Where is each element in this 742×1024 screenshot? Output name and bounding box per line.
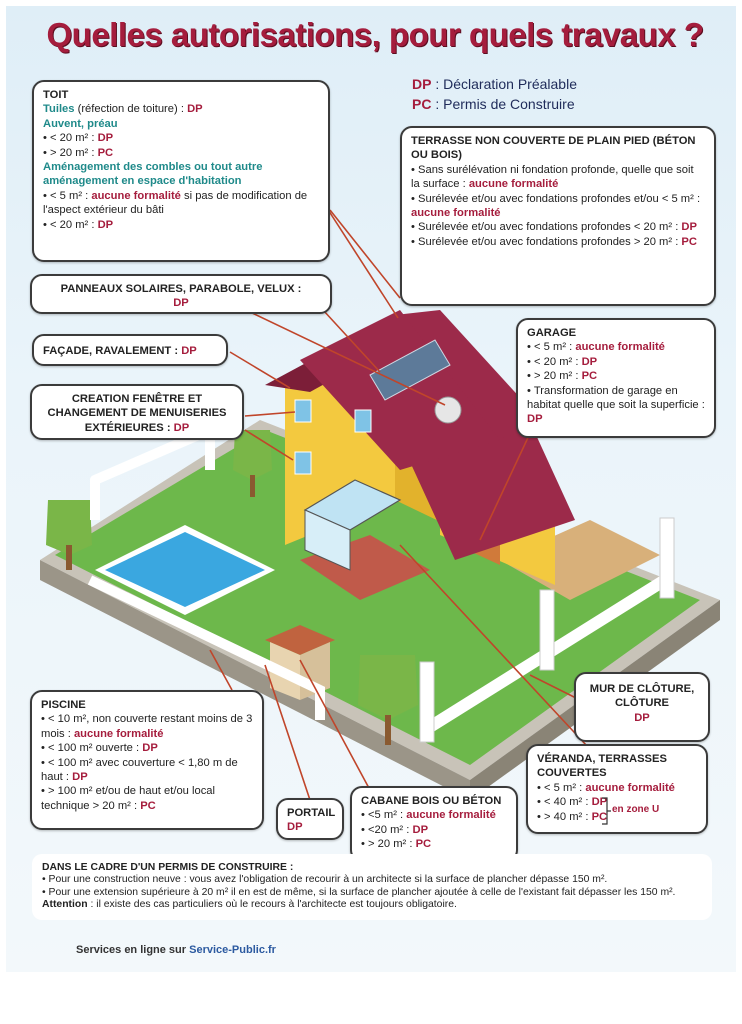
toit-box [32, 80, 330, 262]
terrasse-line-2-a: • Surélevée et/ou avec fondations profondes et/ou < 5 m² : [411, 192, 701, 205]
piscine-title: PISCINE [41, 699, 86, 711]
veranda-line-1-b: aucune formalité [585, 781, 675, 794]
panneaux-box [30, 274, 332, 314]
piscine-line-1-a: • < 10 m², non couverte restant moins de 3 mois : [41, 713, 253, 740]
mur-box [574, 672, 710, 742]
toit-line-4 [43, 146, 319, 160]
cabane-line-3-a: • > 20 m² : [361, 838, 416, 851]
veranda-line-2-a: • < 40 m² : [537, 796, 592, 809]
terrasse-line-4-a: • Surélevée et/ou avec fondations profondes > 20 m² : [411, 235, 682, 248]
toit-title: TOIT [43, 89, 69, 101]
terrasse-line-1 [411, 163, 705, 192]
terrasse-line-2-b: aucune formalité [411, 207, 501, 220]
garage-line-2 [527, 355, 705, 369]
piscine-line-2 [41, 741, 253, 755]
terrasse-line-2 [411, 192, 705, 221]
cabane-line-3 [361, 837, 507, 851]
garage-line-1-b: aucune formalité [575, 341, 665, 354]
garage-line-1-a: • < 5 m² : [527, 341, 576, 354]
toit-line-7-b: DP [97, 218, 114, 231]
cabane-line-1-a: • <5 m² : [361, 809, 407, 822]
cabane-line-1-b: aucune formalité [406, 809, 496, 822]
facade-value: DP [181, 345, 197, 357]
toit-line-4-a: • > 20 m² : [43, 146, 98, 159]
window-2 [295, 452, 311, 474]
toit-line-6 [43, 189, 319, 218]
zone-annotation: en zone U [612, 804, 660, 815]
toit-line-3-a: • < 20 m² : [43, 132, 98, 145]
veranda-title: VÉRANDA, TERRASSES COUVERTES [537, 753, 667, 780]
garage-box [516, 318, 716, 438]
mur-title: MUR DE CLÔTURE, CLÔTURE [589, 683, 695, 710]
piscine-line-3 [41, 756, 253, 785]
toit-line-2: Auvent, préau [43, 117, 118, 130]
piscine-line-3-a: • < 100 m² avec couverture < 1,80 m de haut : [41, 756, 238, 784]
piscine-line-3-b: DP [72, 771, 88, 784]
portail-title: PORTAIL [287, 807, 336, 819]
garage-title: GARAGE [527, 327, 577, 339]
veranda-box [526, 744, 708, 834]
veranda-line-2-b: DP [591, 796, 608, 809]
cabane-line-2-b: DP [412, 823, 429, 836]
toit-line-5: Aménagement des combles ou tout autre aménagement en espace d'habitation [43, 161, 263, 188]
permis-note-line-3 [42, 899, 702, 911]
toit-line-1-b: (réfection de toiture) : [74, 103, 188, 116]
garage-line-4-b: DP [527, 413, 543, 426]
services-link[interactable]: Service-Public.fr [189, 944, 276, 956]
terrasse-line-4-b: PC [681, 235, 697, 248]
permis-note-line-1: • Pour une construction neuve : vous avez l'obligation de recourir à un architecte si la surface de plancher dépasse 150 m². [42, 874, 608, 886]
veranda-line-1-a: • < 5 m² : [537, 781, 586, 794]
fenetre-title: CREATION FENÊTRE ET CHANGEMENT DE MENUISERIES EXTÉRIEURES : [47, 393, 227, 434]
toit-line-6-b: aucune formalité [91, 189, 181, 202]
garage-line-3 [527, 369, 705, 383]
veranda-line-1 [537, 781, 697, 795]
piscine-line-1 [41, 712, 253, 741]
window-1 [295, 400, 311, 422]
legend-dp [412, 74, 577, 94]
permis-note-attention: Attention [42, 899, 88, 911]
terrasse-line-1-b: aucune formalité [468, 178, 559, 191]
toit-line-3 [43, 131, 319, 145]
toit-line-1-a: Tuiles [43, 103, 75, 116]
terrasse-line-3-a: • Surélevée et/ou avec fondations profondes < 20 m² : [411, 221, 682, 234]
zone-bracket [600, 796, 612, 826]
permis-note-line-3-text: : il existe des cas particuliers où le recours à l'architecte est toujours obligatoire. [87, 899, 457, 911]
veranda-line-3-a: • > 40 m² : [537, 810, 592, 823]
garage-line-4 [527, 384, 705, 427]
mur-value: DP [634, 711, 650, 724]
terrasse-line-4 [411, 235, 705, 249]
fenetre-value: DP [173, 421, 190, 434]
cabane-line-2 [361, 823, 507, 837]
cabane-title: CABANE BOIS OU BÉTON [361, 795, 502, 807]
panneaux-title: PANNEAUX SOLAIRES, PARABOLE, VELUX : [60, 283, 302, 295]
terrasse-line-1-a: • Sans surélévation ni fondation profonde, quelle que soit la surface : [411, 163, 694, 191]
piscine-line-2-a: • < 100 m² ouverte : [41, 742, 143, 755]
panneaux-value: DP [173, 297, 189, 310]
services-footer [76, 944, 276, 956]
piscine-line-2-b: DP [142, 742, 158, 755]
toit-line-7 [43, 218, 319, 232]
toit-line-1-c: DP [187, 103, 203, 116]
permis-note-line-2: • Pour une extension supérieure à 20 m² il en est de même, si la surface de plancher ajoutée à celle de l'existant fait dépasser les 150 m². [42, 886, 676, 898]
page-title: Quelles autorisations, pour quels travaux ? [46, 16, 704, 53]
cabane-line-3-b: PC [415, 838, 432, 851]
terrasse-title: TERRASSE NON COUVERTE DE PLAIN PIED (BÉTON OU BOIS) [411, 135, 696, 162]
legend-dp-key: DP [412, 76, 432, 92]
terrasse-line-3-b: DP [681, 221, 697, 234]
veranda-line-3-b: PC [591, 810, 608, 823]
toit-line-7-a: • < 20 m² : [43, 218, 98, 231]
piscine-line-1-b: aucune formalité [73, 727, 164, 740]
piscine-line-4-b: PC [140, 799, 156, 812]
cabane-box [350, 786, 518, 862]
terrasse-box [400, 126, 716, 306]
legend-pc [412, 94, 577, 114]
piscine-box [30, 690, 264, 830]
garage-line-3-a: • > 20 m² : [527, 370, 582, 383]
toit-line-3-b: DP [97, 132, 114, 145]
cabane-line-1 [361, 808, 507, 822]
services-text: Services en ligne sur [76, 944, 190, 956]
toit-line-6-c: si pas de modification de l'aspect extérieur du bâti [43, 189, 308, 217]
toit-line-6-a: • < 5 m² : [43, 189, 92, 202]
toit-line-4-b: PC [97, 146, 114, 159]
piscine-line-4-a: • > 100 m² et/ou de haut et/ou local technique > 20 m² : [41, 785, 216, 812]
garage-line-3-b: PC [581, 370, 598, 383]
permis-note-title: DANS LE CADRE D'UN PERMIS DE CONSTRUIRE : [42, 862, 294, 873]
legend [412, 74, 577, 114]
garage-line-4-a: • Transformation de garage en habitat quelle que soit la superficie : [527, 384, 705, 412]
portail-value: DP [287, 821, 303, 834]
legend-dp-text: : Déclaration Préalable [431, 76, 577, 92]
satellite-dish [435, 397, 461, 423]
cabane-line-2-a: • <20 m² : [361, 823, 413, 836]
permis-note [32, 854, 712, 920]
terrasse-line-3 [411, 220, 705, 234]
legend-pc-key: PC [412, 96, 432, 112]
garage-line-2-b: DP [581, 355, 598, 368]
garage-line-1 [527, 340, 705, 354]
window-3 [355, 410, 371, 432]
facade-box [32, 334, 228, 366]
fenetre-box [30, 384, 244, 440]
garage-line-2-a: • < 20 m² : [527, 355, 582, 368]
toit-line-1 [43, 102, 319, 116]
portail-box [276, 798, 344, 840]
facade-title: FAÇADE, RAVALEMENT : [43, 345, 182, 357]
legend-pc-text: : Permis de Construire [431, 96, 575, 112]
piscine-line-4 [41, 784, 253, 813]
